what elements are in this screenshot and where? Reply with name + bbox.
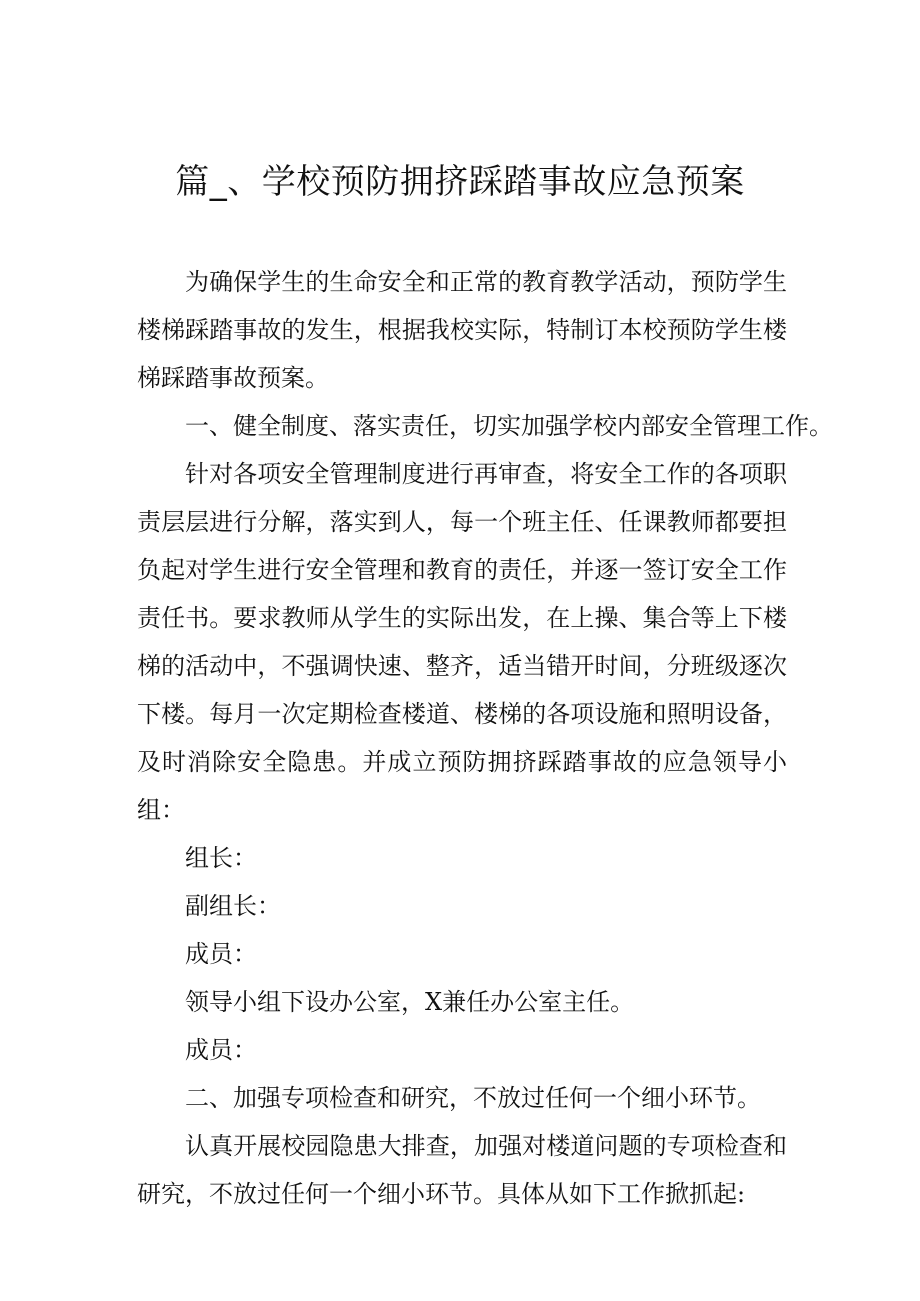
section-1-heading: 一、健全制度、落实责任，切实加强学校内部安全管理工作。 <box>185 412 833 440</box>
document-body <box>137 258 833 1218</box>
section-2-heading: 二、加强专项检查和研究，不放过任何一个细小环节。 <box>185 1084 761 1112</box>
section-1-paragraph: 针对各项安全管理制度进行再审查，将安全工作的各项职责层层进行分解，落实到人，每一个班主任、任课教师都要担负起对学生进行安全管理和教育的责任，并逐一签订安全工作责任书。要求教师从学生的实际出发，在上操、集合等上下楼梯的活动中，不强调快速、整齐，适当错开时间，分班级逐次下楼。每月一次定期检查楼道、楼梯的各项设施和照明设备，及时消除安全隐患。并成立预防拥挤踩踏事故的应急领导小组： <box>137 460 787 824</box>
section-2-paragraph: 认真开展校园隐患大排查，加强对楼道问题的专项检查和研究，不放过任何一个细小环节。具体从如下工作掀抓起: <box>137 1132 787 1208</box>
office-members-line: 成员： <box>185 1036 257 1064</box>
office-line: 领导小组下设办公室，X兼任办公室主任。 <box>185 988 635 1016</box>
vice-leader-line: 副组长： <box>185 892 281 920</box>
intro-paragraph: 为确保学生的生命安全和正常的教育教学活动，预防学生楼梯踩踏事故的发生，根据我校实际，特制订本校预防学生楼梯踩踏事故预案。 <box>137 268 787 392</box>
leader-line: 组长： <box>185 844 257 872</box>
document-title: 篇_、学校预防拥挤踩踏事故应急预案 <box>175 162 745 202</box>
members-line: 成员： <box>185 940 257 968</box>
